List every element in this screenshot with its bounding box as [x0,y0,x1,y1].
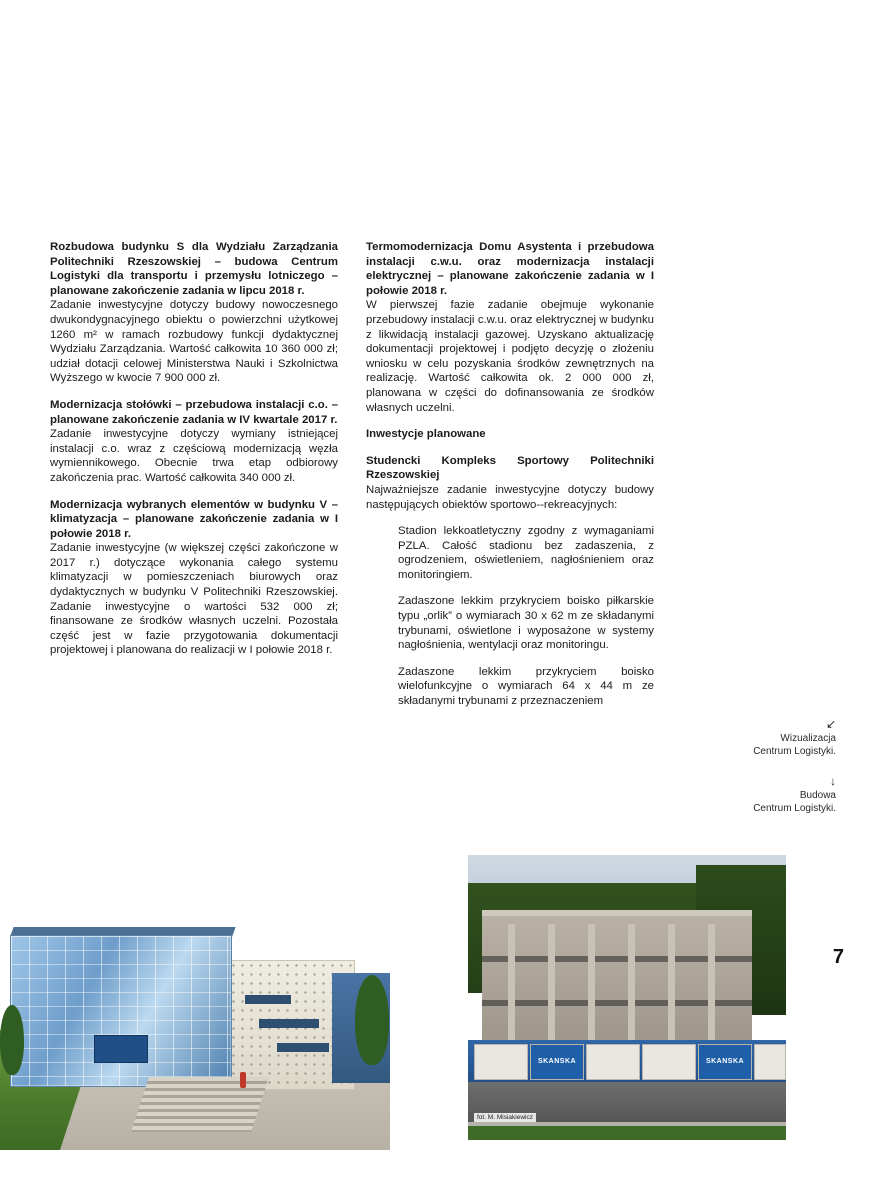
column [708,924,715,1046]
building-glass-facade [10,935,232,1087]
photo-credit: fot. M. Misiakiewicz [474,1113,536,1122]
caption-line: Wizualizacja [780,733,836,744]
fence-panel [474,1044,528,1080]
figure-caption-visualization [696,718,836,758]
fence-panel [754,1044,786,1080]
paragraph-body: Zadanie inwestycyjne (w większej części zakończone w 2017 r.) dotyczące wykonania całego systemu klimatyzacji w pomieszczeniach biurowych oraz dydaktycznych w budynku V Politechniki Rzeszowskiej. Zadanie inwestycyjne o wartości 532 000 zł; finansowane ze środków własnych uczelni. Pozostała część jest w fazie przygotowania dokumentacji projektowej i planowana do realizacji w I połowie 2018 r. [50,542,338,657]
caption-line: Centrum Logistyki. [753,746,836,757]
caption-line: Budowa [799,790,836,801]
caption-line: Centrum Logistyki. [753,803,836,814]
column [508,924,515,1046]
paragraph-heading: Studencki Kompleks Sportowy Politechniki Rzeszowskiej [366,454,654,482]
list-item: Zadaszone lekkim przykryciem boisko piłkarskie typu „orlik” o wymiarach 30 x 62 m ze składanymi trybunami, oświetlone i wyposażone w systemy nagłośnienia, wentylacji oraz monitoringu. [398,595,654,652]
column [548,924,555,1046]
window [259,1019,319,1028]
figure-visualization-image [0,855,390,1150]
entrance-stairs [131,1077,269,1132]
foreground-grass [468,1126,786,1140]
paragraph-heading: Modernizacja stołówki – przebudowa instalacji c.o. – planowane zakończenie zadania w IV kwartale 2017 r. [50,398,338,426]
list-item: Zadaszone lekkim przykryciem boisko wielofunkcyjne o wymiarach 64 x 44 m ze składanymi trybunami z przeznaczeniem [398,665,654,708]
brand-label: SKANSKA [537,1058,577,1065]
person-figure [240,1072,246,1088]
tree [0,1005,24,1075]
figure-construction-image [468,855,786,1140]
paragraph-body: W pierwszej fazie zadanie obejmuje wykonanie przebudowy instalacji c.w.u. oraz elektrycznej w budynku z likwidacją instalacji gazowej. Uzyskano aktualizację dokumentacji projektowej i podjęto decyzję o złożeniu wniosku w celu pozyskania środków zewnętrznych na realizację. Wartość całkowita ok. 2 000 000 zł, planowana w części do dofinansowania ze środków własnych uczelni. [366,299,654,414]
fence-panel-brand [698,1044,752,1080]
text-columns [50,240,654,709]
fence-panel-brand [530,1044,584,1080]
tree [355,975,389,1065]
glass-mullion-grid [11,936,231,1086]
paragraph-body: Zadanie inwestycyjne dotyczy wymiany istniejącej instalacji c.o. wraz z częściową modernizacją węzła wymiennikowego. Obecnie trwa etap odbiorowy zakończenia prac. Wartość całkowita 340 000 zł. [50,428,338,484]
right-column [366,240,654,709]
list-item: Stadion lekkoatletyczny zgodny z wymaganiami PZLA. Całość stadionu bez zadaszenia, z ogrodzeniem, oświetleniem, nagłośnieniem oraz monitoringiem. [398,525,654,581]
paragraph-body: Zadanie inwestycyjne dotyczy budowy nowoczesnego dwukondygnacyjnego obiektu o powierzchni użytkowej 1260 m² w ramach rozbudowy funkcji dydaktycznej Wydziału Zarządzania. Wartość całkowita 10 360 000 zł; udział dotacji celowej Ministerstwa Nauki i Szkolnictwa Wyższego w kwocie 7 900 000 zł. [50,299,338,385]
paragraph-body: Najważniejsze zadanie inwestycyjne dotyczy budowy następujących obiektów sportowo--rekreacyjnych: [366,483,654,511]
left-column [50,240,338,709]
fence-panel [586,1044,640,1080]
brand-label: SKANSKA [705,1058,745,1065]
window [245,995,291,1004]
paragraph-heading: Modernizacja wybranych elementów w budynku V – klimatyzacja – planowane zakończenie zadania w I połowie 2018 r. [50,498,338,540]
paragraph-heading: Rozbudowa budynku S dla Wydziału Zarządzania Politechniki Rzeszowskiej – budowa Centrum Logistyki dla transportu i przemysłu lotniczego – planowane zakończenie zadania w lipcu 2018 r. [50,241,338,297]
paragraph-heading: Termomodernizacja Domu Asystenta i przebudowa instalacji c.w.u. oraz modernizacja instalacji elektrycznej – planowane zakończenie zadania w I połowie 2018 r. [366,241,654,297]
arrow-down-icon: ↓ [830,774,836,788]
building-under-construction [482,910,752,1046]
figure-caption-construction [696,775,836,815]
column [588,924,595,1046]
arrow-down-left-icon: ↙ [825,717,836,731]
page-number: 7 [832,946,844,968]
column [668,924,675,1046]
entrance-sign [94,1035,148,1063]
fence-panel [642,1044,696,1080]
site-fence [468,1040,786,1082]
window [277,1043,329,1052]
column [628,924,635,1046]
section-heading-planned-investments: Inwestycje planowane [366,428,486,441]
